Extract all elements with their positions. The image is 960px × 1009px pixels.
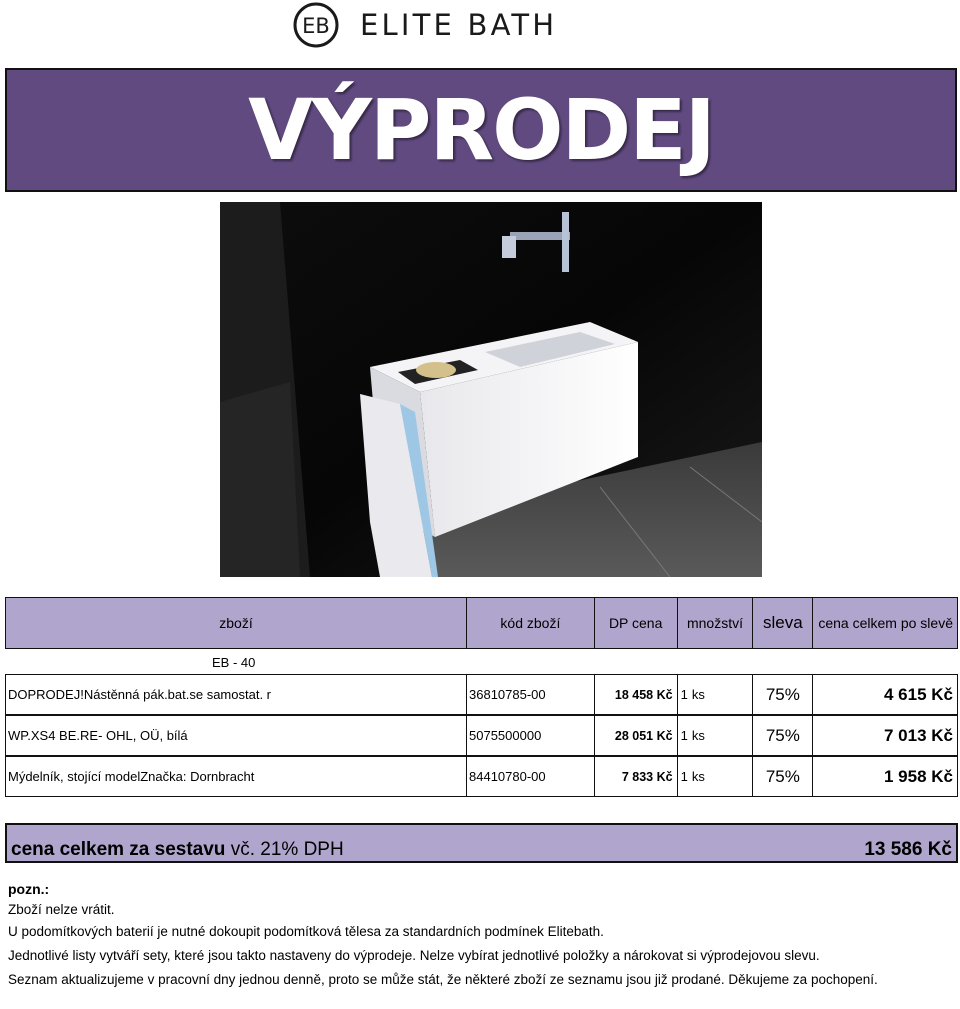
item-qty — [678, 716, 754, 755]
table-row — [5, 674, 958, 715]
item-code: 84410780-00 — [467, 757, 595, 796]
item-discount: 75% — [753, 757, 813, 796]
item-discount: 75% — [753, 675, 813, 714]
qty-number: 1 — [680, 769, 688, 784]
item-name: DOPRODEJ!Nástěnná pák.bat.se samostat. r — [6, 675, 467, 714]
item-total: 7 013 Kč — [884, 725, 953, 745]
set-code: EB - 40 — [212, 655, 256, 670]
header-kod: kód zboží — [467, 598, 595, 648]
logo-monogram: EB — [302, 14, 330, 38]
qty-number: 1 — [680, 687, 688, 702]
total-label-main: cena celkem za sestavu — [11, 839, 226, 860]
item-price: 28 051 Kč — [595, 716, 678, 755]
note-line: U podomítkových baterií je nutné dokoupit podomítková tělesa za standardních podmínek Elitebath. — [8, 924, 604, 939]
item-discount: 75% — [753, 716, 813, 755]
item-name: Mýdelník, stojící modelZnačka: Dornbracht — [6, 757, 467, 796]
item-price: 18 458 Kč — [595, 675, 678, 714]
note-line: Seznam aktualizujeme v pracovní dny jednou denně, proto se může stát, že některé zboží ze seznamu jsou již prodané. Děkujeme za pochopení. — [8, 972, 878, 987]
item-qty — [678, 757, 754, 796]
header-mnozstvi: množství — [678, 598, 754, 648]
note-line: Jednotlivé listy vytváří sety, které jsou takto nastaveny do výprodeje. Nelze vybírat jednotlivé položky a nárokovat si výprodejovou slevu. — [8, 948, 820, 963]
notes-title: pozn.: — [8, 881, 50, 897]
header-zbozi: zboží — [6, 598, 467, 648]
set-total — [5, 823, 958, 863]
banner-title: VÝPRODEJ — [248, 81, 714, 179]
item-total: 1 958 Kč — [884, 766, 953, 786]
item-price: 7 833 Kč — [595, 757, 678, 796]
table-row — [5, 715, 958, 756]
item-name: WP.XS4 BE.RE- OHL, OÜ, bílá — [6, 716, 467, 755]
qty-unit: ks — [691, 769, 705, 784]
item-code: 5075500000 — [467, 716, 595, 755]
item-code: 36810785-00 — [467, 675, 595, 714]
product-photo — [220, 202, 762, 577]
total-label-vat: vč. 21% DPH — [225, 839, 344, 860]
header-cena-celkem: cena celkem po slevě — [818, 615, 953, 631]
item-total: 4 615 Kč — [884, 684, 953, 704]
sale-banner — [5, 68, 957, 192]
total-value: 13 586 Kč — [864, 839, 952, 860]
note-line: Zboží nelze vrátit. — [8, 902, 115, 917]
qty-number: 1 — [680, 728, 688, 743]
header-sleva: sleva — [753, 598, 813, 648]
brand-logo — [292, 2, 557, 48]
total-label — [11, 840, 344, 859]
qty-unit: ks — [691, 687, 705, 702]
table-header — [5, 597, 958, 649]
brand-name: ELITE BATH — [360, 8, 558, 42]
item-qty — [678, 675, 754, 714]
eb-monogram-icon — [292, 2, 340, 48]
qty-unit: ks — [691, 728, 705, 743]
table-row — [5, 756, 958, 797]
header-dp-cena: DP cena — [595, 598, 678, 648]
